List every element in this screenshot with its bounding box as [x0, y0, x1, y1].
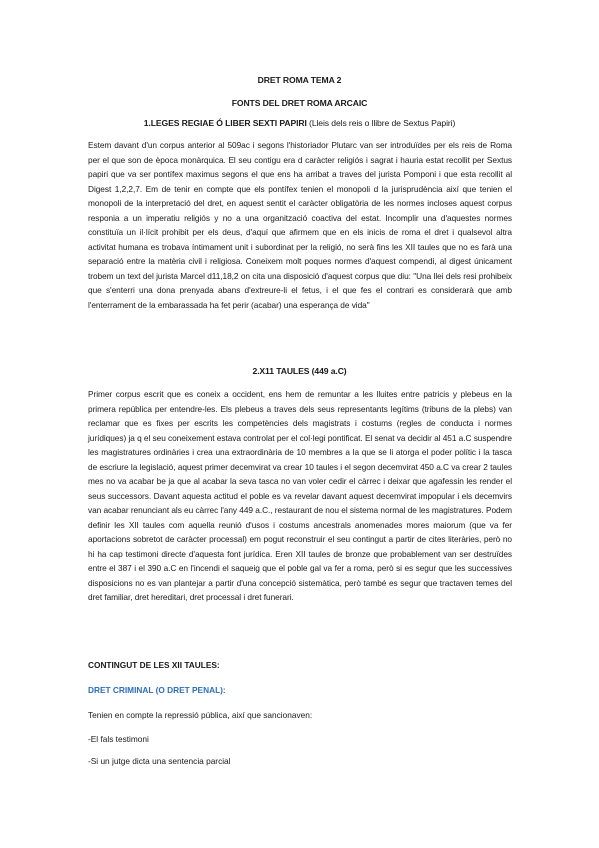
document-subtitle: FONTS DEL DRET ROMA ARCAIC	[231, 98, 368, 108]
document-title: DRET ROMA TEMA 2	[257, 75, 342, 85]
section1-paragraph: Estem davant d'un corpus anterior al 509ac i segons l'historiador Plutarc van ser introduïdes per els reis de Roma per el que son de època monàrquica. El seu contigu era d caràcter religiós i sagrat i hauria estat recollit per Sextus papiri que va ser pontífex maximus segons el que ens ha arribat a traves del jurista Pomponi i que esta recollit al Digest 1,2,2,7. Em de tenir en compte que els pontífex tenien el monopoli d la jurisprudència així que tenien el monopoli de la interpretació del dret, en aquest sentit el caràcter obligatòria de les normes incloses aquest corpus responia a un imperatiu religiós y no a una organització coactiva del estat. Incomplir una d'aquestes normes constituïa un il·lícit prohibit per els deus, d'aquí que afirmem que en els inicis de roma el dret i qualsevol altra activitat humana es trobava íntimament unit i subordinat per la religió, no serà fins les XII taules que no es farà una separació entre la matèria civil i religiosa. Coneixem molt poques normes d'aquest compendi, al digest únicament trobem un text del jurista Marcel d11,18,2 on cita una disposició d'aquest corpus que diu: "Una llei dels resi prohibeix que s'enterri una dona prenyada abans d'extreure-li el fetus, i el que fes el contrari es considerarà que amb l'enterrament de la embarassada ha fet perir (acabar) una esperança de vida"	[88, 140, 512, 310]
section2-paragraph: Primer corpus escrit que es coneix a occident, ens hem de remuntar a les lluites entre patricis y plebeus en la primera república per entendre-les. Els plebeus a traves dels seus representants legítims (tribuns de la plebs) van reclamar que es fixes per escrits les competències dels magistrats i costums (regles de conducta i normes jurídiques) ja q el seu coneixement estava controlat per el col·legi pontificat. El senat va decidir al 451 a.C suspendre les magistratures ordinàries i crea una extraordinària de 10 membres a la que se li atorga el poder polític i la tasca de escriure la legislació, aquest primer decemvirat va crear 10 taules i el segon decemvirat 450 a.C va crear 2 taules mes no va acabar be ja que al acabar la seva tasca no van voler cedir el càrrec i deixar que agafessin les render el seus successors. Davant aquesta actitud el poble es va revelar davant aquest decemvirat impopular i els decemvirs van acabar renunciant als eu càrrec l'any 449 a.C., restaurant de nou el sistema normal de les magistratures. Podem definir les XII taules com aquella reunió d'usos i costums ancestrals anomenades mores maiorum (que va fer aportacions sobretot de caràcter processal) em pogut reconstruir el seu contingut a partir de cites literàries, però no hi ha cap testimoni directe d'aquesta font jurídica. Eren XII taules de bronze que probablement van ser destruïdes entre el 387 i el 390 a.C en l'incendi el saqueig que el poble gal va fer a roma, però si es segur que les successives disposicions no es van plantejar a partir d'una concepció sistemàtica, però també es segur que tractaven temes del dret familiar, dret hereditari, dret processal i dret funerari.	[88, 389, 512, 602]
list-item: -El fals testimoni	[88, 734, 149, 744]
section1-heading-bold: 1.LEGES REGIAE Ó LIBER SEXTI PAPIRI	[143, 118, 307, 128]
section2-heading: 2.X11 TAULES (449 a.C)	[252, 366, 347, 376]
dret-criminal-heading: DRET CRIMINAL (O DRET PENAL):	[88, 685, 226, 695]
section1-heading	[0, 118, 599, 128]
tenien-text: Tenien en compte la repressió pública, així que sancionaven:	[88, 710, 313, 720]
section1-heading-rest: (Lleis dels reis o llibre de Sextus Papiri)	[306, 118, 456, 128]
contingut-heading: CONTINGUT DE LES XII TAULES:	[88, 660, 220, 670]
list-item: -Si un jutge dicta una sentencia parcial	[88, 756, 231, 766]
